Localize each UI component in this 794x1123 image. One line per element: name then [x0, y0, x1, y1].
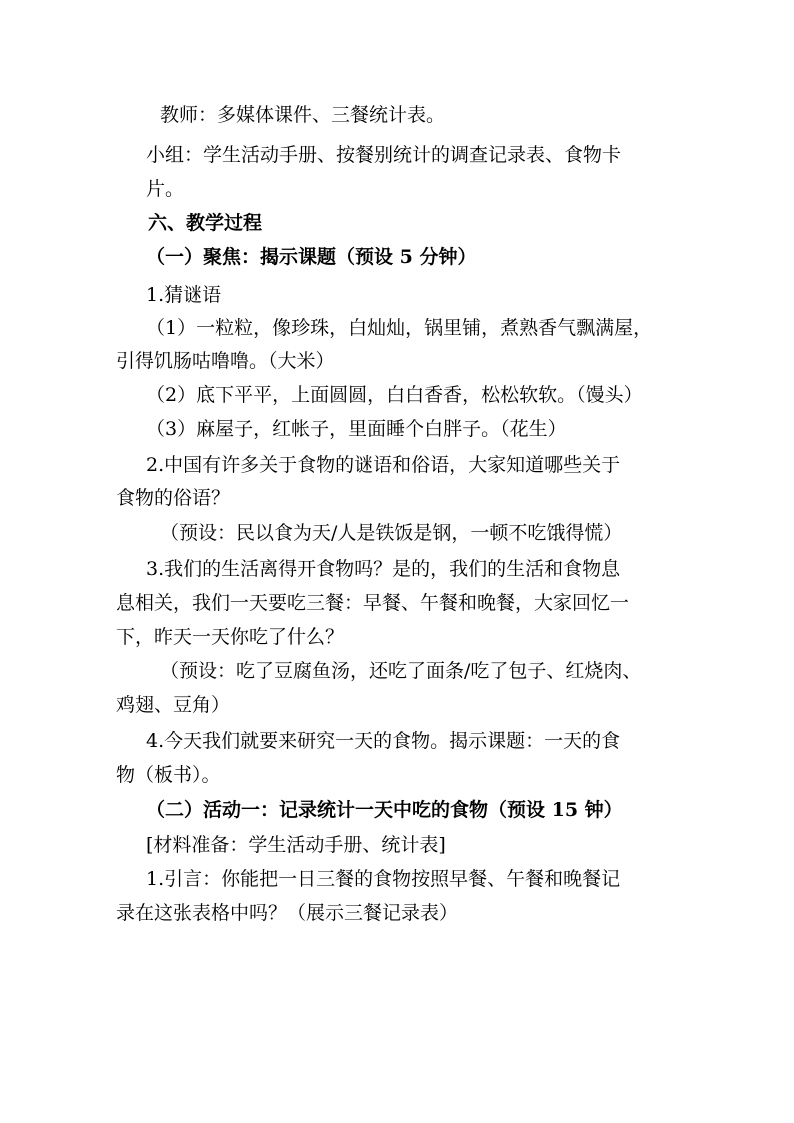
item-3-line: 3.我们的生活离得开食物吗？是的，我们的生活和食物息: [146, 558, 621, 580]
riddle-1-line-continued: 引得饥肠咕噜噜。（大米）: [116, 350, 335, 372]
group-materials-line: 小组：学生活动手册、按餐别统计的调查记录表、食物卡: [146, 144, 622, 166]
item-2-line-continued: 食物的俗语？: [116, 487, 231, 509]
item-2-line: 2.中国有许多关于食物的谜语和俗语，大家知道哪些关于: [146, 454, 621, 476]
subsection-heading-activity-one: （二）活动一：记录统计一天中吃的食物（预设 15 钟）: [146, 799, 623, 821]
item-3-preset-answer-continued: 鸡翅、豆角）: [116, 694, 231, 716]
group-materials-line-continued: 片。: [146, 178, 185, 200]
item-4-line-continued: 物（板书）。: [116, 764, 221, 786]
item-2-preset-answer: （预设：民以食为天/人是铁饭是钢，一顿不吃饿得慌）: [160, 522, 623, 544]
item-4-line: 4.今天我们就要来研究一天的食物。揭示课题：一天的食: [146, 730, 621, 752]
item-3-line-continued-2: 下，昨天一天你吃了什么？: [116, 626, 345, 648]
item-riddles-heading: 1.猜谜语: [146, 284, 222, 306]
activity-one-item-1-line: 1.引言：你能把一日三餐的食物按照早餐、午餐和晚餐记: [146, 868, 621, 890]
subsection-heading-focus: （一）聚焦：揭示课题（预设 5 分钟）: [146, 246, 477, 268]
riddle-3-line: （3）麻屋子，红帐子，里面睡个白胖子。（花生）: [146, 418, 567, 440]
item-3-preset-answer: （预设：吃了豆腐鱼汤，还吃了面条/吃了包子、红烧肉、: [160, 660, 642, 682]
item-3-line-continued: 息相关，我们一天要吃三餐：早餐、午餐和晚餐，大家回忆一: [116, 592, 630, 614]
section-heading-teaching-process: 六、教学过程: [148, 212, 263, 234]
teacher-materials-line: 教师：多媒体课件、三餐统计表。: [160, 104, 446, 126]
riddle-1-line: （1）一粒粒，像珍珠，白灿灿，锅里铺，煮熟香气飘满屋，: [146, 317, 653, 339]
riddle-2-line: （2）底下平平，上面圆圆，白白香香，松松软软。（馒头）: [146, 384, 643, 406]
activity-one-item-1-line-continued: 录在这张表格中吗？（展示三餐记录表）: [116, 902, 459, 924]
materials-preparation-line: [材料准备：学生活动手册、统计表]: [146, 834, 446, 856]
